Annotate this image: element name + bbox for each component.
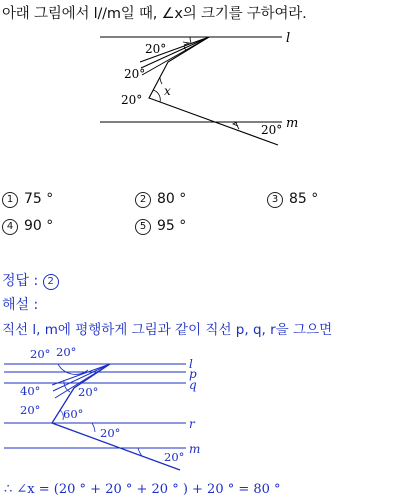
sol-label-3: 40° [20, 384, 41, 398]
sol-label-7: 20° [100, 426, 121, 440]
line-m-label: m [286, 116, 299, 131]
sol-label-8: 20° [164, 450, 185, 464]
sol-line-q-label: q [189, 378, 197, 392]
angle-x-label: x [164, 84, 171, 98]
sol-line-r-label: r [189, 417, 195, 431]
angle-label-4: 20° [261, 123, 283, 137]
answer-label: 정답 : [2, 273, 39, 289]
sol-label-5: 20° [20, 403, 41, 417]
sol-label-6: 60° [63, 407, 84, 421]
choice-5[interactable] [135, 218, 186, 235]
choice-1-text: 75 ° [24, 191, 54, 207]
sol-arc-2 [64, 380, 70, 392]
line-l-label: l [286, 31, 291, 46]
answer-number: 2 [43, 274, 59, 290]
choice-5-number: 5 [135, 219, 151, 235]
choice-3[interactable] [267, 191, 318, 208]
formula-text: ∴ ∠x = (20 ° + 20 ° + 20 ° ) + 20 ° = 80 ° [4, 482, 281, 497]
explanation-label: 해설 : [2, 297, 39, 313]
sol-arc-1 [58, 364, 88, 374]
choice-4-text: 90 ° [24, 218, 54, 234]
arc-3 [160, 78, 162, 84]
choice-1[interactable] [2, 191, 53, 208]
sol-label-2: 20° [56, 345, 77, 359]
arrow-2 [233, 122, 238, 126]
sol-label-1: 20° [30, 347, 51, 361]
question-text: 아래 그림에서 l//m일 때, ∠x의 크기를 구하여라. [2, 6, 307, 22]
angle-label-2: 20° [124, 67, 146, 81]
choice-3-text: 85 ° [289, 191, 319, 207]
choice-2-text: 80 ° [157, 191, 187, 207]
angle-label-3: 20° [121, 93, 143, 107]
choice-5-text: 95 ° [157, 218, 187, 234]
angle-label-1: 20° [145, 42, 167, 56]
answer-line [2, 270, 59, 290]
figure-solution-diagram [0, 340, 400, 475]
explanation-text: 직선 l, m에 평행하게 그림과 같이 직선 p, q, r을 그으면 [2, 322, 333, 338]
sol-line-m-label: m [189, 442, 201, 456]
choice-1-number: 1 [2, 192, 18, 208]
sol-label-4: 20° [78, 385, 99, 399]
arc-1 [190, 37, 191, 43]
choice-4-number: 4 [2, 219, 18, 235]
sol-line-l-label: l [189, 357, 193, 371]
choice-2[interactable] [135, 191, 186, 208]
choice-4[interactable] [2, 218, 53, 235]
choice-3-number: 3 [267, 192, 283, 208]
choice-2-number: 2 [135, 192, 151, 208]
sol-line-p-label: p [189, 367, 197, 381]
sol-arc-4 [92, 423, 95, 432]
figure-question-diagram [0, 0, 400, 170]
